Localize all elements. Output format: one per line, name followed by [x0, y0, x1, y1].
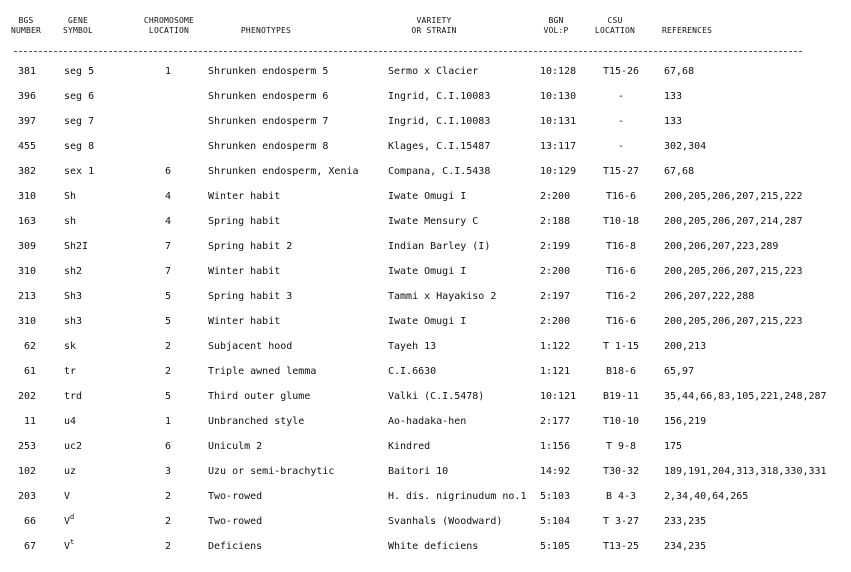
- table-row: [0, 89, 851, 105]
- table-row: [0, 189, 851, 205]
- bgn-vol-page-cell: 10:121: [540, 391, 577, 402]
- csu-location-cell: T16-6: [605, 316, 637, 327]
- phenotype-cell: Third outer glume: [208, 391, 311, 402]
- references-cell: 175: [664, 441, 683, 452]
- variety-cell: Iwate Omugi I: [388, 266, 467, 277]
- header-bgs-number: BGS NUMBER: [10, 16, 42, 35]
- phenotype-cell: Winter habit: [208, 191, 281, 202]
- gene-symbol-cell: tr: [64, 366, 77, 377]
- gene-symbol-cell: sh2: [64, 266, 83, 277]
- bgs-number-cell: 213: [17, 291, 36, 302]
- table-row: [0, 364, 851, 380]
- references-cell: 200,206,207,223,289: [664, 241, 779, 252]
- bgs-number-cell: 11: [23, 416, 36, 427]
- phenotype-cell: Deficiens: [208, 541, 263, 552]
- bgs-number-cell: 253: [17, 441, 36, 452]
- gene-symbol-cell: uz: [64, 466, 77, 477]
- bgn-vol-page-cell: 10:130: [540, 91, 577, 102]
- bgn-vol-page-cell: 10:128: [540, 66, 577, 77]
- csu-location-cell: T 1-15: [602, 341, 640, 352]
- variety-cell: Iwate Mensury C: [388, 216, 479, 227]
- header-references: REFERENCES: [662, 26, 713, 35]
- header-csu-location: CSU LOCATION: [594, 16, 636, 35]
- variety-cell: Kindred: [388, 441, 431, 452]
- variety-cell: C.I.6630: [388, 366, 437, 377]
- bgn-vol-page-cell: 10:129: [540, 166, 577, 177]
- references-cell: 200,205,206,207,215,222: [664, 191, 803, 202]
- variety-cell: Sermo x Clacier: [388, 66, 479, 77]
- phenotype-cell: Spring habit: [208, 216, 281, 227]
- references-cell: 189,191,204,313,318,330,331: [664, 466, 827, 477]
- bgn-vol-page-cell: 2:200: [540, 266, 571, 277]
- variety-cell: Baitori 10: [388, 466, 449, 477]
- gene-symbol-cell: sh: [64, 216, 77, 227]
- references-cell: 133: [664, 116, 683, 127]
- bgs-number-cell: 310: [17, 191, 36, 202]
- phenotype-cell: Shrunken endosperm 5: [208, 66, 329, 77]
- bgs-number-cell: 163: [17, 216, 36, 227]
- header-bgn-vol-p: BGN VOL:P: [543, 16, 569, 35]
- table-row: [0, 514, 851, 530]
- csu-location-cell: B 4-3: [605, 491, 637, 502]
- variety-cell: Indian Barley (I): [388, 241, 491, 252]
- variety-cell: Tammi x Hayakiso 2: [388, 291, 497, 302]
- references-cell: 67,68: [664, 166, 695, 177]
- phenotype-cell: Unbranched style: [208, 416, 305, 427]
- csu-location-cell: T15-26: [602, 66, 640, 77]
- bgn-vol-page-cell: 5:105: [540, 541, 571, 552]
- bgn-vol-page-cell: 13:117: [540, 141, 577, 152]
- variety-cell: Iwate Omugi I: [388, 316, 467, 327]
- chromosome-location-cell: 2: [164, 366, 172, 377]
- chromosome-location-cell: 6: [164, 166, 172, 177]
- csu-location-cell: T30-32: [602, 466, 640, 477]
- gene-symbol-cell: $V^t$: [64, 538, 75, 552]
- gene-symbol-cell: seg 6: [64, 91, 95, 102]
- phenotype-cell: Two-rowed: [208, 516, 263, 527]
- references-cell: 2,34,40,64,265: [664, 491, 749, 502]
- table-row: [0, 289, 851, 305]
- phenotype-cell: Shrunken endosperm, Xenia: [208, 166, 359, 177]
- chromosome-location-cell: 4: [164, 216, 172, 227]
- variety-cell: Valki (C.I.5478): [388, 391, 485, 402]
- header-chromosome-location: CHROMOSOME LOCATION: [143, 16, 195, 35]
- table-row: [0, 489, 851, 505]
- csu-location-cell: T10-18: [602, 216, 640, 227]
- references-cell: 206,207,222,288: [664, 291, 755, 302]
- phenotype-cell: Shrunken endosperm 7: [208, 116, 329, 127]
- header-gene-symbol: GENE SYMBOL: [62, 16, 94, 35]
- gene-symbol-cell: $V^d$: [64, 513, 75, 527]
- phenotype-cell: Two-rowed: [208, 491, 263, 502]
- csu-location-cell: T13-25: [602, 541, 640, 552]
- table-row: [0, 214, 851, 230]
- references-cell: 200,213: [664, 341, 707, 352]
- chromosome-location-cell: 4: [164, 191, 172, 202]
- bgn-vol-page-cell: 5:104: [540, 516, 571, 527]
- references-cell: 302,304: [664, 141, 707, 152]
- gene-symbol-cell: seg 8: [64, 141, 95, 152]
- references-cell: 234,235: [664, 541, 707, 552]
- bgn-vol-page-cell: 14:92: [540, 466, 571, 477]
- chromosome-location-cell: 2: [164, 541, 172, 552]
- chromosome-location-cell: 7: [164, 241, 172, 252]
- table-row: [0, 339, 851, 355]
- header-divider: [14, 51, 802, 52]
- references-cell: 133: [664, 91, 683, 102]
- header-variety-or-strain: VARIETY OR STRAIN: [411, 16, 457, 35]
- bgs-number-cell: 381: [17, 66, 36, 77]
- table-row: [0, 314, 851, 330]
- phenotype-cell: Shrunken endosperm 6: [208, 91, 329, 102]
- table-row: [0, 239, 851, 255]
- bgn-vol-page-cell: 1:121: [540, 366, 571, 377]
- gene-symbol-cell: trd: [64, 391, 83, 402]
- bgs-number-cell: 310: [17, 316, 36, 327]
- chromosome-location-cell: 5: [164, 291, 172, 302]
- gene-symbol-cell: sex 1: [64, 166, 95, 177]
- bgn-vol-page-cell: 5:103: [540, 491, 571, 502]
- chromosome-location-cell: 3: [164, 466, 172, 477]
- csu-location-cell: T16-8: [605, 241, 637, 252]
- gene-symbol-cell: Sh3: [64, 291, 83, 302]
- bgs-number-cell: 102: [17, 466, 36, 477]
- references-cell: 200,205,206,207,214,287: [664, 216, 803, 227]
- gene-allele-superscript: d: [70, 513, 75, 521]
- csu-location-cell: -: [617, 116, 625, 127]
- bgs-number-cell: 455: [17, 141, 36, 152]
- bgs-number-cell: 396: [17, 91, 36, 102]
- bgn-vol-page-cell: 2:197: [540, 291, 571, 302]
- bgs-number-cell: 202: [17, 391, 36, 402]
- variety-cell: Ingrid, C.I.10083: [388, 116, 491, 127]
- csu-location-cell: B18-6: [605, 366, 637, 377]
- variety-cell: H. dis. nigrinudum no.1: [388, 491, 527, 502]
- table-row: [0, 464, 851, 480]
- csu-location-cell: B19-11: [602, 391, 640, 402]
- variety-cell: Svanhals (Woodward): [388, 516, 503, 527]
- variety-cell: White deficiens: [388, 541, 479, 552]
- csu-location-cell: T16-2: [605, 291, 637, 302]
- chromosome-location-cell: 2: [164, 341, 172, 352]
- bgn-vol-page-cell: 1:156: [540, 441, 571, 452]
- bgn-vol-page-cell: 2:200: [540, 191, 571, 202]
- references-cell: 65,97: [664, 366, 695, 377]
- csu-location-cell: T16-6: [605, 191, 637, 202]
- phenotype-cell: Winter habit: [208, 316, 281, 327]
- gene-symbol-cell: sh3: [64, 316, 83, 327]
- csu-location-cell: T15-27: [602, 166, 640, 177]
- phenotype-cell: Winter habit: [208, 266, 281, 277]
- references-cell: 200,205,206,207,215,223: [664, 316, 803, 327]
- phenotype-cell: Triple awned lemma: [208, 366, 317, 377]
- bgn-vol-page-cell: 2:177: [540, 416, 571, 427]
- table-row: [0, 139, 851, 155]
- phenotype-cell: Subjacent hood: [208, 341, 293, 352]
- bgn-vol-page-cell: 2:188: [540, 216, 571, 227]
- gene-symbol-cell: seg 7: [64, 116, 95, 127]
- bgs-number-cell: 66: [23, 516, 36, 527]
- bgn-vol-page-cell: 10:131: [540, 116, 577, 127]
- table-row: [0, 439, 851, 455]
- chromosome-location-cell: 6: [164, 441, 172, 452]
- gene-symbol-cell: Sh2I: [64, 241, 89, 252]
- bgn-vol-page-cell: 2:200: [540, 316, 571, 327]
- header-phenotypes: PHENOTYPES: [240, 26, 292, 35]
- phenotype-cell: Spring habit 3: [208, 291, 293, 302]
- table-row: [0, 114, 851, 130]
- gene-allele-superscript: t: [70, 538, 75, 546]
- chromosome-location-cell: 1: [164, 416, 172, 427]
- chromosome-location-cell: 5: [164, 391, 172, 402]
- variety-cell: Tayeh 13: [388, 341, 437, 352]
- gene-symbol-cell: u4: [64, 416, 77, 427]
- phenotype-cell: Shrunken endosperm 8: [208, 141, 329, 152]
- bgs-number-cell: 67: [23, 541, 36, 552]
- chromosome-location-cell: 2: [164, 491, 172, 502]
- variety-cell: Compana, C.I.5438: [388, 166, 491, 177]
- bgn-vol-page-cell: 1:122: [540, 341, 571, 352]
- table-row: [0, 64, 851, 80]
- bgs-number-cell: 382: [17, 166, 36, 177]
- phenotype-cell: Uzu or semi-brachytic: [208, 466, 335, 477]
- csu-location-cell: T 3-27: [602, 516, 640, 527]
- gene-symbol-cell: seg 5: [64, 66, 95, 77]
- chromosome-location-cell: 7: [164, 266, 172, 277]
- bgs-number-cell: 61: [23, 366, 36, 377]
- variety-cell: Ingrid, C.I.10083: [388, 91, 491, 102]
- references-cell: 156,219: [664, 416, 707, 427]
- csu-location-cell: T10-10: [602, 416, 640, 427]
- csu-location-cell: -: [617, 141, 625, 152]
- csu-location-cell: T16-6: [605, 266, 637, 277]
- table-row: [0, 389, 851, 405]
- chromosome-location-cell: 5: [164, 316, 172, 327]
- bgs-number-cell: 397: [17, 116, 36, 127]
- csu-location-cell: T 9-8: [605, 441, 637, 452]
- bgs-number-cell: 309: [17, 241, 36, 252]
- gene-symbol-cell: Sh: [64, 191, 77, 202]
- bgs-number-cell: 203: [17, 491, 36, 502]
- variety-cell: Iwate Omugi I: [388, 191, 467, 202]
- chromosome-location-cell: 2: [164, 516, 172, 527]
- bgs-number-cell: 310: [17, 266, 36, 277]
- table-row: [0, 264, 851, 280]
- gene-symbol-cell: uc2: [64, 441, 83, 452]
- references-cell: 233,235: [664, 516, 707, 527]
- references-cell: 200,205,206,207,215,223: [664, 266, 803, 277]
- references-cell: 67,68: [664, 66, 695, 77]
- bgn-vol-page-cell: 2:199: [540, 241, 571, 252]
- phenotype-cell: Uniculm 2: [208, 441, 263, 452]
- variety-cell: Ao-hadaka-hen: [388, 416, 467, 427]
- table-row: [0, 539, 851, 555]
- table-row: [0, 414, 851, 430]
- chromosome-location-cell: 1: [164, 66, 172, 77]
- csu-location-cell: -: [617, 91, 625, 102]
- gene-symbol-cell: sk: [64, 341, 77, 352]
- phenotype-cell: Spring habit 2: [208, 241, 293, 252]
- references-cell: 35,44,66,83,105,221,248,287: [664, 391, 827, 402]
- gene-symbol-cell: V: [64, 491, 71, 502]
- table-row: [0, 164, 851, 180]
- bgs-number-cell: 62: [23, 341, 36, 352]
- variety-cell: Klages, C.I.15487: [388, 141, 491, 152]
